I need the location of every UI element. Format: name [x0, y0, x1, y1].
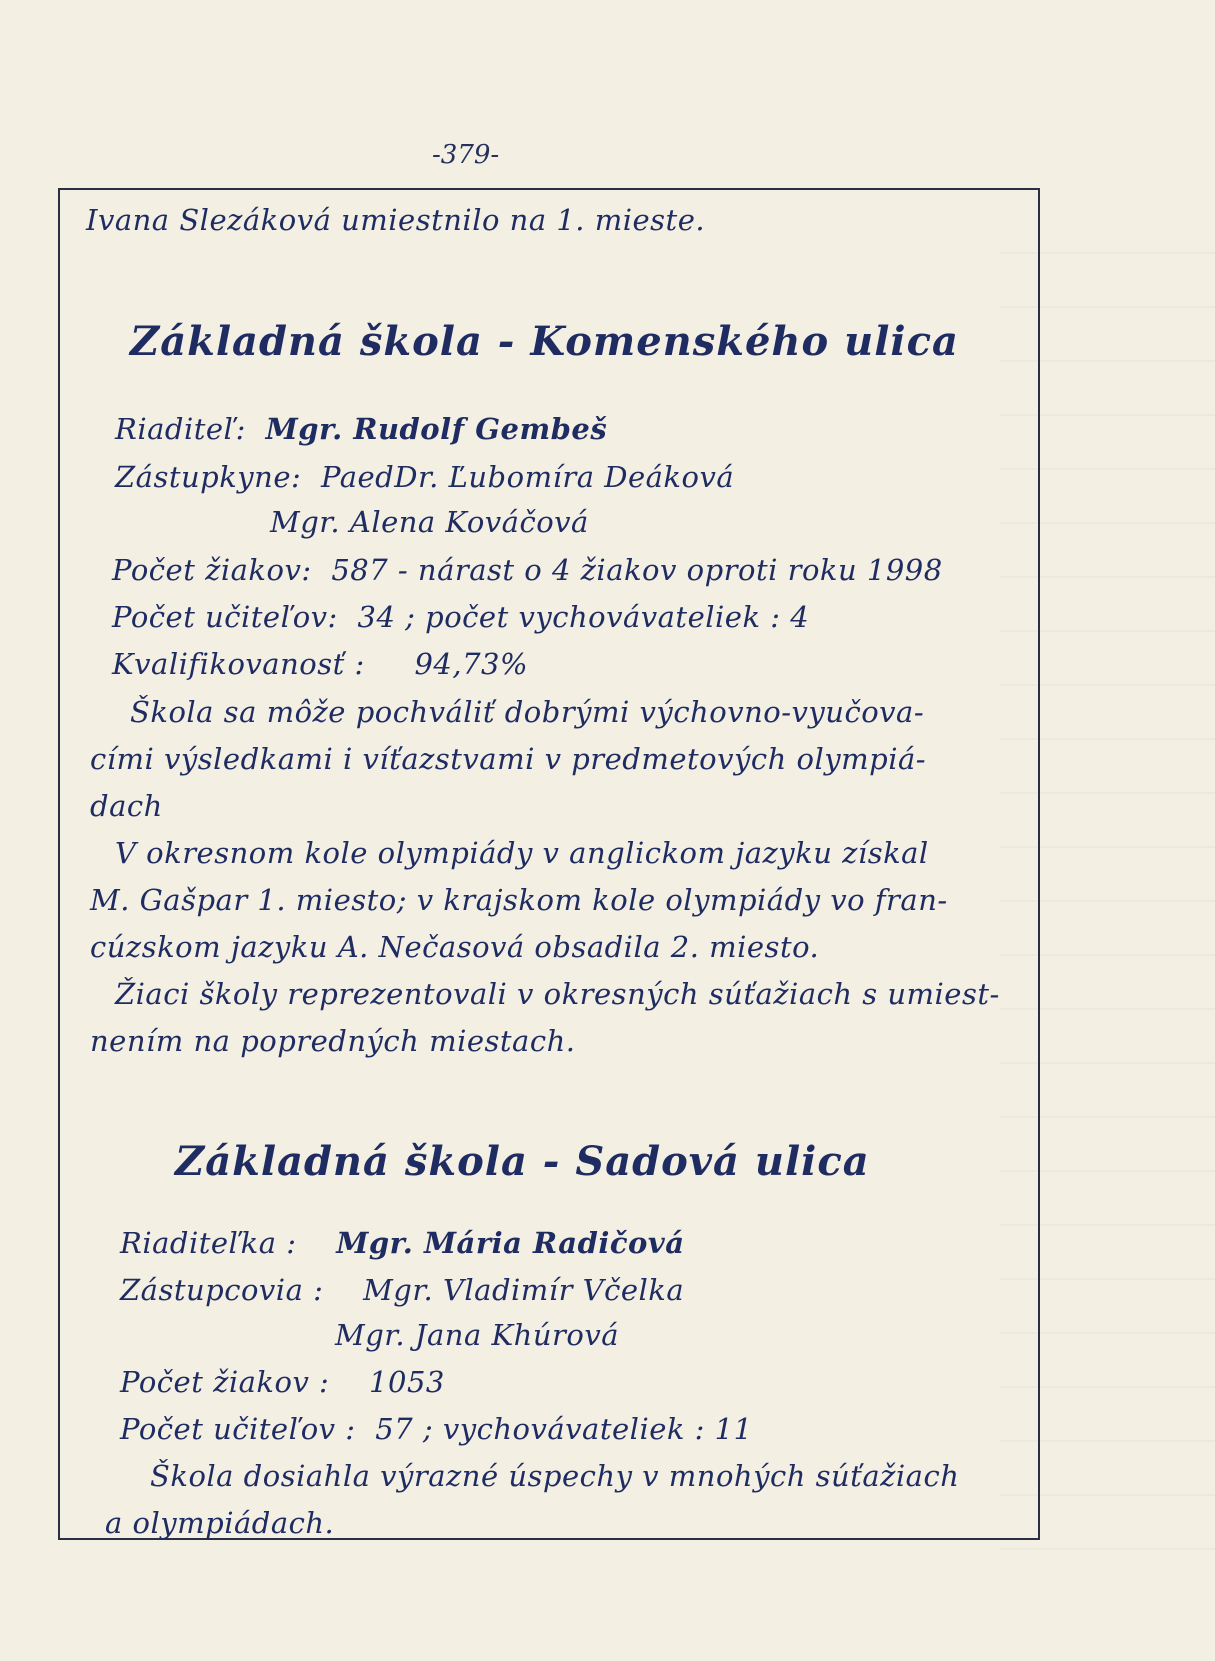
section1-paragraph-line: dach [90, 789, 163, 823]
deputy-value-1: Mgr. Vladimír Včelka [363, 1273, 685, 1307]
section1-teachers-row [112, 600, 809, 634]
pupils-value: 1053 [369, 1365, 445, 1399]
section2-paragraph-line: a olympiádach. [105, 1506, 335, 1540]
section2-paragraph-line: Škola dosiahla výrazné úspechy v mnohých súťažiach [150, 1459, 960, 1493]
teachers-label: Počet učiteľov: [112, 600, 338, 634]
section1-paragraph-line: Škola sa môže pochváliť dobrými výchovno-vyučova- [130, 695, 925, 729]
section1-qualification-row [112, 647, 528, 681]
director-value: Mgr. Mária Radičová [336, 1226, 685, 1260]
section2-pupils-row [120, 1365, 445, 1399]
section1-paragraph-line: cúzskom jazyku A. Nečasová obsadila 2. miesto. [90, 930, 820, 964]
section1-pupils-row [112, 553, 943, 587]
intro-line: Ivana Slezáková umiestnilo na 1. mieste. [86, 203, 706, 237]
qualification-label: Kvalifikovanosť : [112, 647, 365, 681]
section1-paragraph-line: V okresnom kole olympiády v anglickom jazyku získal [115, 836, 929, 870]
deputy-value-2: Mgr. Jana Khúrová [335, 1318, 619, 1352]
teachers-value: 34 ; počet vychovávateliek : 4 [357, 600, 810, 634]
deputy-value-2: Mgr. Alena Kováčová [270, 505, 589, 539]
section2-director-row [120, 1226, 685, 1260]
director-label: Riaditeľka : [120, 1226, 297, 1260]
section1-paragraph-line: cími výsledkami i víťazstvami v predmetových olympiá- [90, 742, 927, 776]
section1-paragraph-line: nením na popredných miestach. [90, 1024, 576, 1058]
pupils-label: Počet žiakov: [112, 553, 312, 587]
deputy-label: Zástupcovia : [120, 1273, 324, 1307]
teachers-value: 57 ; vychovávateliek : 11 [375, 1412, 753, 1446]
deputy-label: Zástupkyne: [115, 460, 302, 494]
deputy-value-1: PaedDr. Ľubomíra Deáková [321, 460, 735, 494]
section2-teachers-row [120, 1412, 753, 1446]
section2-deputy-row [120, 1273, 684, 1307]
section1-director-row [115, 412, 607, 446]
pupils-label: Počet žiakov : [120, 1365, 330, 1399]
section1-heading: Základná škola - Komenského ulica [130, 318, 959, 365]
section1-paragraph-line: M. Gašpar 1. miesto; v krajskom kole olympiády vo fran- [90, 883, 948, 917]
section1-deputy-row [115, 460, 734, 494]
page-number: -379- [432, 140, 500, 170]
director-value: Mgr. Rudolf Gembeš [265, 412, 608, 446]
section2-heading: Základná škola - Sadová ulica [175, 1138, 870, 1185]
teachers-label: Počet učiteľov : [120, 1412, 356, 1446]
section1-paragraph-line: Žiaci školy reprezentovali v okresných súťažiach s umiest- [115, 977, 1000, 1011]
qualification-value: 94,73% [414, 647, 529, 681]
pupils-value: 587 - nárast o 4 žiakov oproti roku 1998 [331, 553, 943, 587]
director-label: Riaditeľ: [115, 412, 246, 446]
